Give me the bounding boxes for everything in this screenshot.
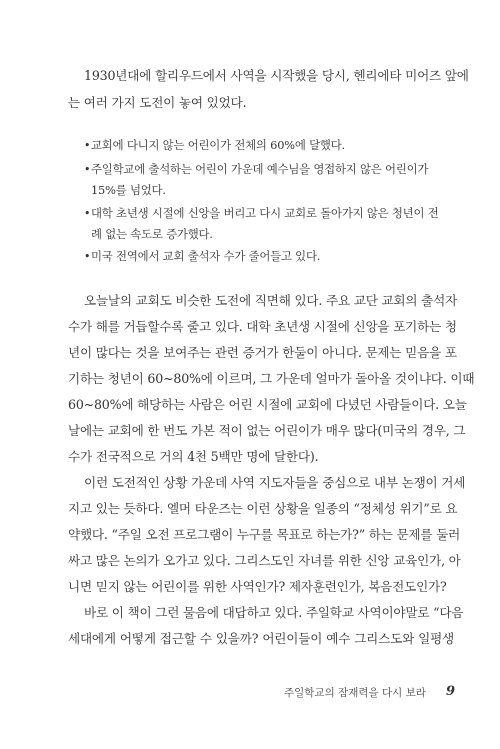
paragraph-line: 60~80%에 해당하는 사람은 어린 시절에 교회에 다녔던 사람들이다. 오늘	[68, 397, 467, 412]
intro-line-2: 는 여러 가지 도전이 놓여 있었다.	[68, 95, 247, 110]
paragraph-line: 날에는 교회에 한 번도 가본 적이 없는 어린이가 매우 많다(미국의 경우, 그	[68, 423, 466, 438]
bullet-text: 대학 초년생 시절에 신앙을 버리고 다시 교회로 돌아가지 않은 청년이 전	[91, 206, 439, 220]
running-title: 주일학교의 잠재력을 다시 보라	[284, 687, 426, 699]
bullet-text: 례 없는 속도로 증가했다.	[91, 227, 213, 241]
paragraph-line: 싸고 많은 논의가 오가고 있다. 그리스도인 자녀를 위한 신앙 교육인가, 아	[68, 553, 461, 568]
paragraph-line: 니면 믿지 않는 어린이를 위한 사역인가? 제자훈련인가, 복음전도인가?	[68, 579, 447, 594]
page-number: 9	[446, 684, 456, 699]
paragraph-line: 지고 있는 듯하다. 엘머 타운즈는 이런 상황을 일종의 “정체성 위기”로 요	[68, 501, 458, 516]
bullet-text: 15%를 넘었다.	[91, 183, 166, 197]
bullet-marker: •	[84, 207, 91, 220]
paragraph-line: 바로 이 책이 그런 물음에 대답하고 있다. 주일학교 사역이야말로 “다음	[84, 605, 464, 620]
bullet-text: 미국 전역에서 교회 출석자 수가 줄어들고 있다.	[91, 249, 321, 263]
bullet-text: 주일학교에 출석하는 어린이 가운데 예수님을 영접하지 않은 어린이가	[91, 162, 429, 176]
paragraph-line: 세대에게 어떻게 접근할 수 있을까? 어린이들이 예수 그리스도와 일평생	[68, 631, 454, 646]
paragraph-line: 이런 도전적인 상황 가운데 사역 지도자들을 중심으로 내부 논쟁이 거세	[84, 475, 466, 490]
paragraph-line: 수가 해를 거듭할수록 줄고 있다. 대학 초년생 시절에 신앙을 포기하는 청	[68, 319, 457, 334]
bullet-marker: •	[84, 250, 91, 263]
bullet-marker: •	[84, 139, 91, 152]
paragraph-line: 약했다. “주일 오전 프로그램이 누구를 목표로 하는가?” 하는 문제를 둘러	[68, 527, 461, 542]
bullet-marker: •	[84, 163, 91, 176]
paragraph-line: 년이 많다는 것을 보여주는 관련 증거가 한둘이 아니다. 문제는 믿음을 포	[68, 345, 457, 360]
bullet-text: 교회에 다니지 않는 어린이가 전체의 60%에 달했다.	[91, 138, 345, 152]
intro-line-1: 1930년대에 할리우드에서 사역을 시작했을 당시, 헨리에타 미어즈 앞에	[84, 68, 469, 83]
paragraph-line: 수가 전국적으로 거의 4천 5백만 명에 달한다).	[68, 449, 319, 464]
paragraph-line: 오늘날의 교회도 비슷한 도전에 직면해 있다. 주요 교단 교회의 출석자	[84, 293, 458, 308]
paragraph-line: 기하는 청년이 60~80%에 이르며, 그 가운데 얼마가 돌아올 것이냐다. 이때	[68, 371, 475, 386]
